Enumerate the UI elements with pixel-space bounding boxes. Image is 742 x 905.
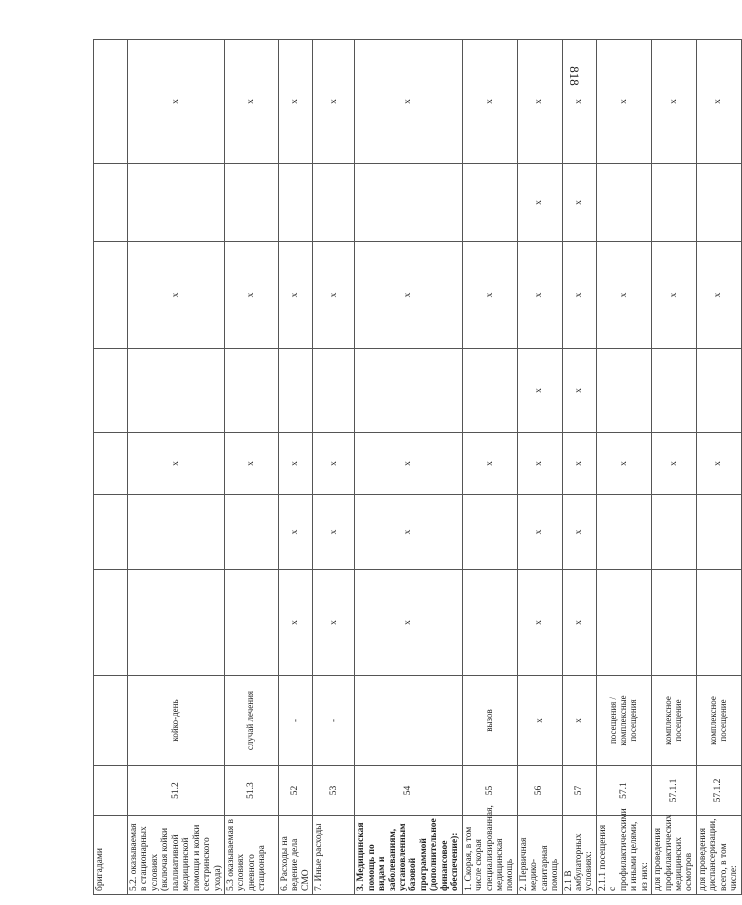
- row-code-cell: 57.1: [596, 766, 651, 816]
- row-name-cell: 6. Расходы на ведение дела СМО: [278, 816, 312, 895]
- value-cell: [224, 349, 278, 433]
- row-name-cell: бригадами: [94, 816, 128, 895]
- table-row: [224, 40, 278, 895]
- row-unit-cell: койко-день: [128, 676, 225, 766]
- row-unit-cell: -: [313, 676, 355, 766]
- row-unit-cell: х: [517, 676, 562, 766]
- table-row: [128, 40, 225, 895]
- value-cell: [355, 164, 462, 242]
- value-cell: [696, 349, 741, 433]
- row-unit-cell: комплексное посещение: [652, 676, 697, 766]
- value-cell: х: [517, 433, 562, 495]
- table-body: [94, 40, 742, 895]
- value-cell: х: [596, 40, 651, 164]
- page-number: 818: [567, 66, 582, 86]
- row-unit-cell: [94, 676, 128, 766]
- value-cell: х: [517, 164, 562, 242]
- value-cell: [278, 349, 312, 433]
- value-cell: [94, 349, 128, 433]
- value-cell: [652, 164, 697, 242]
- value-cell: [94, 164, 128, 242]
- table-row: [355, 40, 462, 895]
- value-cell: х: [562, 40, 596, 164]
- value-cell: [462, 570, 517, 676]
- value-cell: х: [517, 570, 562, 676]
- value-cell: х: [517, 40, 562, 164]
- value-cell: х: [128, 242, 225, 349]
- value-cell: [696, 570, 741, 676]
- row-code-cell: 53: [313, 766, 355, 816]
- row-name-cell: 3. Медицинская помощь по видам и заболеваниям, установленным базовой программой (дополнительное финансовое обеспечение):: [355, 816, 462, 895]
- table-row: [462, 40, 517, 895]
- value-cell: х: [462, 433, 517, 495]
- value-cell: х: [313, 433, 355, 495]
- value-cell: х: [462, 40, 517, 164]
- value-cell: х: [696, 242, 741, 349]
- row-code-cell: 55: [462, 766, 517, 816]
- table-row: [278, 40, 312, 895]
- value-cell: х: [278, 242, 312, 349]
- value-cell: [652, 570, 697, 676]
- value-cell: [278, 164, 312, 242]
- row-name-cell: 7. Иные расходы: [313, 816, 355, 895]
- row-name-cell: 1. Скорая, в том числе скорая специализированная, медицинская помощь: [462, 816, 517, 895]
- row-code-cell: 56: [517, 766, 562, 816]
- value-cell: х: [562, 570, 596, 676]
- value-cell: [652, 349, 697, 433]
- value-cell: х: [562, 164, 596, 242]
- value-cell: [652, 495, 697, 570]
- row-unit-cell: х: [562, 676, 596, 766]
- value-cell: х: [596, 242, 651, 349]
- value-cell: [462, 349, 517, 433]
- value-cell: [596, 164, 651, 242]
- medical-care-table: [93, 39, 742, 895]
- row-unit-cell: посещения / комплексные посещения: [596, 676, 651, 766]
- value-cell: х: [224, 40, 278, 164]
- row-code-cell: 57: [562, 766, 596, 816]
- row-code-cell: 57.1.1: [652, 766, 697, 816]
- value-cell: х: [224, 433, 278, 495]
- row-unit-cell: комплексное посещение: [696, 676, 741, 766]
- value-cell: [313, 164, 355, 242]
- value-cell: х: [652, 242, 697, 349]
- value-cell: [128, 570, 225, 676]
- row-code-cell: 52: [278, 766, 312, 816]
- row-name-cell: 5.2. оказываемая в стационарных условиях (включая койки паллиативной медицинской помощи и койки сестринского ухода): [128, 816, 225, 895]
- value-cell: х: [517, 495, 562, 570]
- value-cell: [596, 570, 651, 676]
- value-cell: [355, 349, 462, 433]
- value-cell: х: [278, 570, 312, 676]
- value-cell: х: [696, 40, 741, 164]
- row-name-cell: для проведения профилактических медицинских осмотров: [652, 816, 697, 895]
- value-cell: х: [462, 242, 517, 349]
- row-code-cell: 51.3: [224, 766, 278, 816]
- table-row: [596, 40, 651, 895]
- row-name-cell: 2.1.1 посещения с профилактическими и иными целями, из них:: [596, 816, 651, 895]
- table-row: [562, 40, 596, 895]
- row-unit-cell: случай лечения: [224, 676, 278, 766]
- value-cell: х: [128, 433, 225, 495]
- table-row: [652, 40, 697, 895]
- value-cell: х: [355, 433, 462, 495]
- value-cell: [462, 495, 517, 570]
- row-code-cell: [94, 766, 128, 816]
- value-cell: х: [278, 495, 312, 570]
- value-cell: х: [596, 433, 651, 495]
- row-name-cell: 5.3 оказываемая в условиях дневного стационара: [224, 816, 278, 895]
- value-cell: х: [278, 40, 312, 164]
- value-cell: х: [355, 570, 462, 676]
- value-cell: [128, 349, 225, 433]
- value-cell: х: [562, 242, 596, 349]
- row-unit-cell: [355, 676, 462, 766]
- value-cell: [313, 349, 355, 433]
- value-cell: [94, 570, 128, 676]
- row-name-cell: 2.1 В амбулаторных условиях:: [562, 816, 596, 895]
- value-cell: х: [517, 349, 562, 433]
- value-cell: [94, 40, 128, 164]
- value-cell: х: [313, 570, 355, 676]
- value-cell: [596, 495, 651, 570]
- table-row: [94, 40, 128, 895]
- value-cell: [596, 349, 651, 433]
- value-cell: [696, 164, 741, 242]
- value-cell: [224, 495, 278, 570]
- value-cell: [94, 495, 128, 570]
- value-cell: х: [562, 433, 596, 495]
- value-cell: [224, 570, 278, 676]
- value-cell: х: [313, 495, 355, 570]
- row-code-cell: 54: [355, 766, 462, 816]
- table-row: [313, 40, 355, 895]
- row-unit-cell: -: [278, 676, 312, 766]
- value-cell: [94, 433, 128, 495]
- value-cell: х: [278, 433, 312, 495]
- row-unit-cell: вызов: [462, 676, 517, 766]
- value-cell: х: [355, 242, 462, 349]
- value-cell: х: [355, 40, 462, 164]
- value-cell: [224, 164, 278, 242]
- row-name-cell: 2. Первичная медико-санитарная помощь: [517, 816, 562, 895]
- value-cell: х: [313, 40, 355, 164]
- value-cell: х: [696, 433, 741, 495]
- row-code-cell: 51.2: [128, 766, 225, 816]
- value-cell: [696, 495, 741, 570]
- value-cell: х: [224, 242, 278, 349]
- value-cell: [462, 164, 517, 242]
- value-cell: х: [355, 495, 462, 570]
- table-row: [517, 40, 562, 895]
- row-code-cell: 57.1.2: [696, 766, 741, 816]
- value-cell: х: [652, 433, 697, 495]
- value-cell: [94, 242, 128, 349]
- value-cell: х: [128, 40, 225, 164]
- value-cell: [128, 495, 225, 570]
- table-row: [696, 40, 741, 895]
- value-cell: х: [517, 242, 562, 349]
- value-cell: х: [562, 349, 596, 433]
- value-cell: х: [562, 495, 596, 570]
- value-cell: х: [313, 242, 355, 349]
- value-cell: х: [652, 40, 697, 164]
- row-name-cell: для проведения диспансеризации, всего, в том числе:: [696, 816, 741, 895]
- value-cell: [128, 164, 225, 242]
